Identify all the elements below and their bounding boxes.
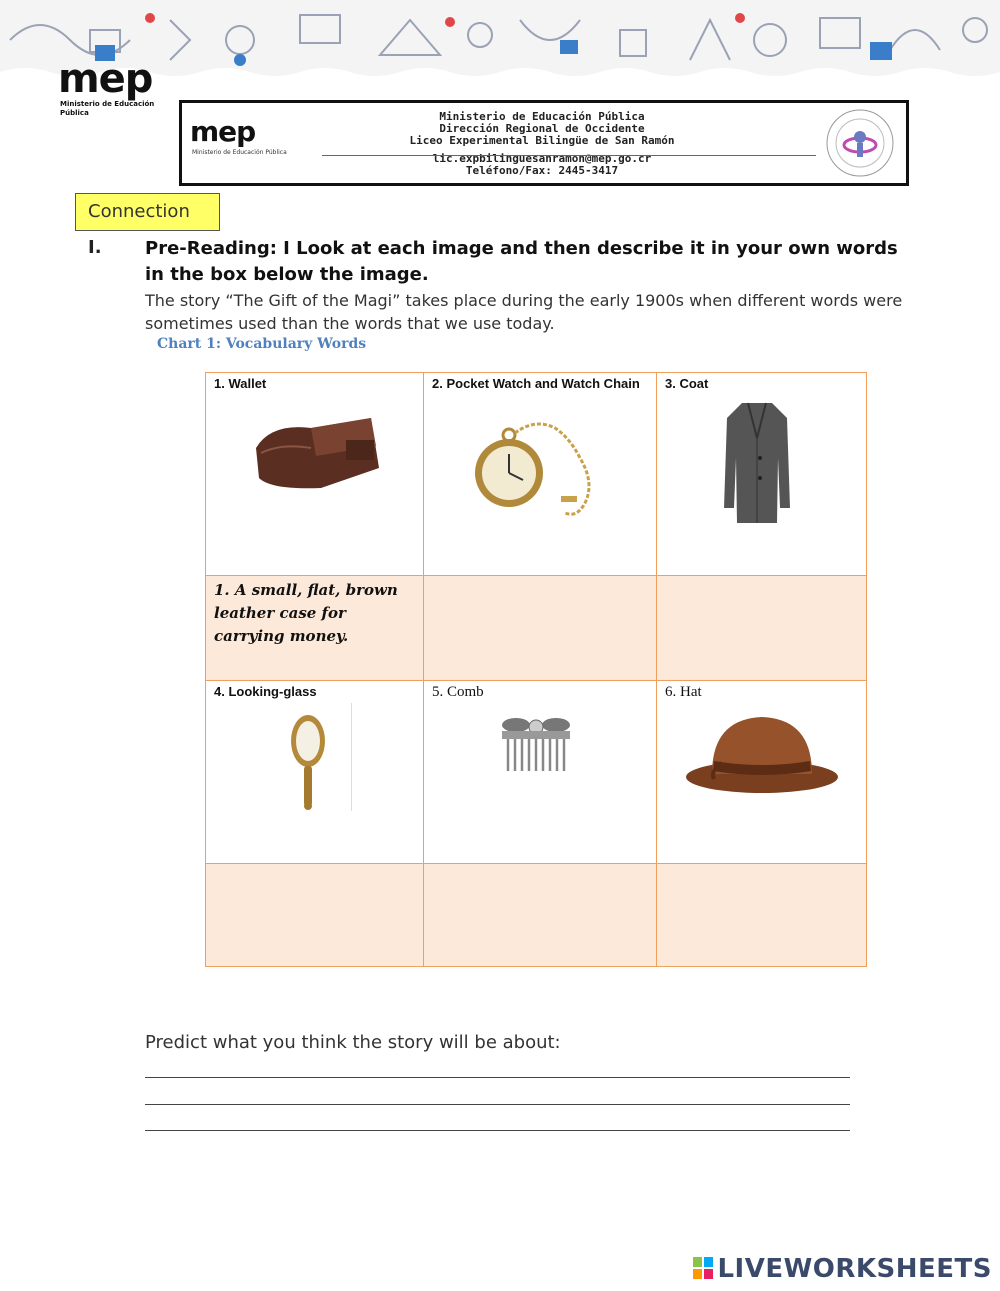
header-logo-text: mep [190, 115, 256, 148]
table-row [206, 576, 867, 681]
vocab-label: 2. Pocket Watch and Watch Chain [432, 376, 640, 391]
phone-line: Teléfono/Fax: 2445-3417 [465, 164, 619, 177]
header-logo-subtitle: Ministerio de Educación Pública [192, 149, 287, 156]
school-line: Liceo Experimental Bilingüe de San Ramón [409, 134, 675, 147]
region-line: Dirección Regional de Occidente [439, 122, 645, 135]
vocab-label: 1. Wallet [214, 376, 267, 391]
vocab-label: 4. Looking-glass [214, 684, 317, 699]
liveworksheets-icon [693, 1257, 713, 1279]
ministry-line: Ministerio de Educación Pública [439, 110, 645, 123]
section-number: I. [88, 237, 102, 258]
section-title: Pre-Reading: I Look at each image and then describe it in your own words in the box below the image. [145, 238, 898, 285]
answer-cell-3[interactable] [657, 576, 867, 681]
connection-label: Connection [75, 193, 220, 231]
answer-cell-6[interactable] [657, 864, 867, 967]
vocabulary-table [205, 372, 867, 967]
mep-logo-subtitle: Ministerio de Educación Pública [60, 100, 155, 117]
vocab-label: 6. Hat [665, 684, 702, 700]
answer-text: 1. A small, flat, brown leather case for carrying money. [214, 581, 398, 645]
pocket-watch-icon [469, 418, 614, 528]
liveworksheets-logo [693, 1254, 992, 1284]
table-row [206, 681, 867, 864]
vocab-cell-looking-glass [206, 681, 424, 864]
section-intro: The story “The Gift of the Magi” takes place during the early 1900s when different words were sometimes used than the words that we use today. [145, 291, 903, 333]
mep-logo-text: mep [58, 56, 153, 102]
image-divider [351, 703, 352, 811]
email-line: lic.expbilinguesanramon@mep.go.cr [432, 152, 652, 165]
coat-icon [722, 398, 792, 528]
mep-logo [58, 56, 168, 126]
hand-mirror-icon [288, 711, 328, 811]
hat-icon [682, 709, 842, 799]
header-rule [322, 155, 816, 156]
vocab-cell-wallet [206, 373, 424, 576]
hair-comb-icon [496, 713, 576, 775]
answer-cell-2[interactable] [424, 576, 657, 681]
vocab-cell-hat [657, 681, 867, 864]
vocab-cell-pocket-watch [424, 373, 657, 576]
answer-cell-1[interactable] [206, 576, 424, 681]
header-lines [322, 111, 762, 177]
table-row [206, 864, 867, 967]
answer-line-1[interactable] [145, 1077, 850, 1078]
school-seal-icon [824, 107, 896, 179]
vocab-label: 3. Coat [665, 376, 709, 391]
wallet-icon [251, 408, 386, 493]
chart-caption: Chart 1: Vocabulary Words [157, 336, 367, 352]
answer-line-2[interactable] [145, 1104, 850, 1105]
answer-line-3[interactable] [145, 1130, 850, 1131]
vocab-cell-comb [424, 681, 657, 864]
header-mep-logo [190, 115, 290, 175]
brand-text: LIVEWORKSHEETS [717, 1254, 992, 1284]
table-row [206, 373, 867, 576]
vocab-cell-coat [657, 373, 867, 576]
institution-header [179, 100, 909, 186]
answer-cell-5[interactable] [424, 864, 657, 967]
vocab-label: 5. Comb [432, 684, 484, 700]
predict-prompt: Predict what you think the story will be about: [145, 1032, 561, 1053]
answer-cell-4[interactable] [206, 864, 424, 967]
